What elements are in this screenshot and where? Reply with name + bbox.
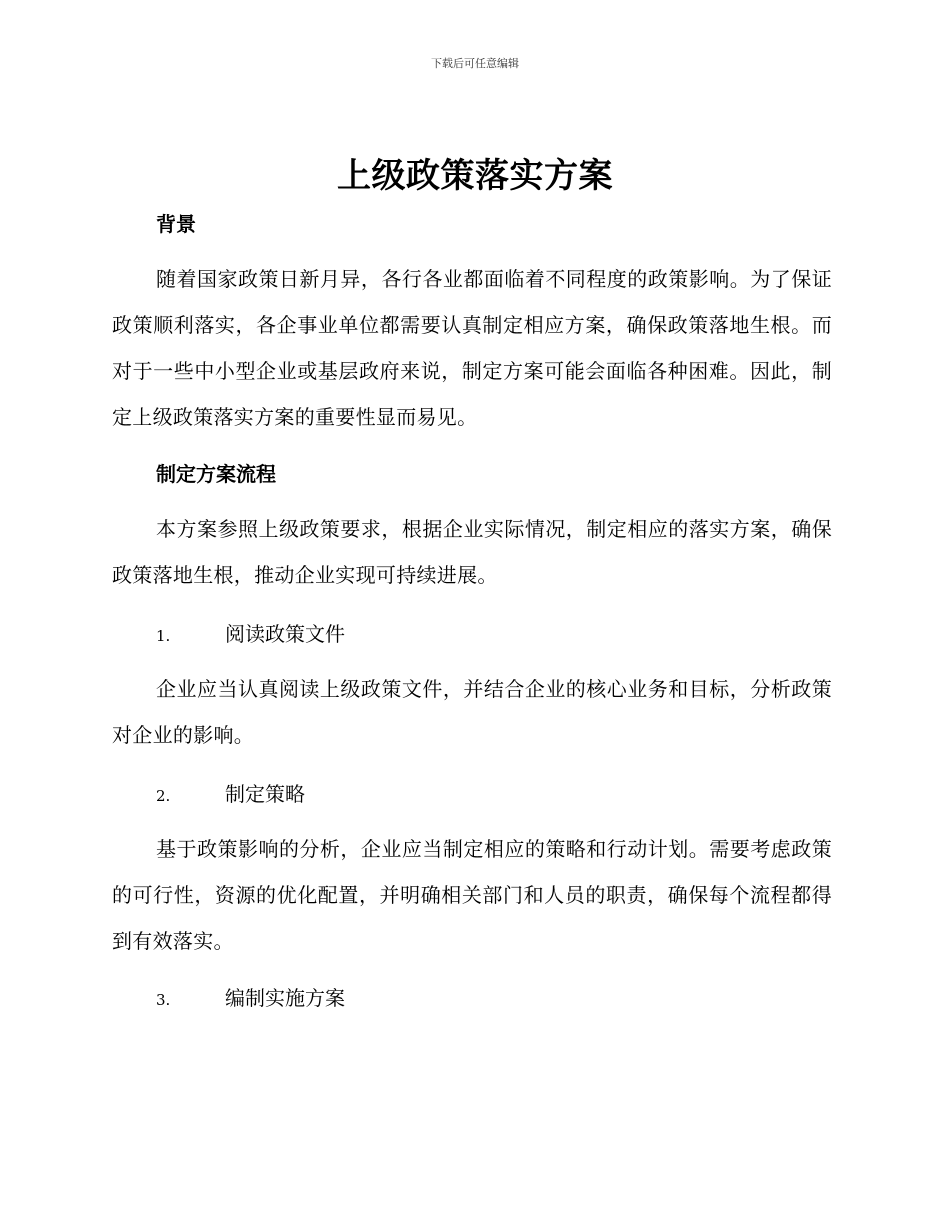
step-item-1 — [156, 618, 345, 647]
header-note: 下载后可任意编辑 — [431, 57, 519, 70]
paragraph-step-1: 企业应当认真阅读上级政策文件，并结合企业的核心业务和目标，分析政策对企业的影响。 — [112, 677, 832, 747]
step-title: 制定策略 — [225, 782, 305, 806]
paragraph-background: 随着国家政策日新月异，各行各业都面临着不同程度的政策影响。为了保证政策顺利落实，各企事业单位都需要认真制定相应方案，确保政策落地生根。而对于一些中小型企业或基层政府来说，制定方案可能会面临各种困难。因此，制定上级政策落实方案的重要性显而易见。 — [112, 267, 832, 429]
section-heading-background: 背景 — [156, 212, 196, 236]
page-title: 上级政策落实方案 — [337, 156, 613, 196]
step-number: 2. — [156, 787, 171, 805]
step-title: 阅读政策文件 — [225, 622, 345, 646]
paragraph-step-2: 基于政策影响的分析，企业应当制定相应的策略和行动计划。需要考虑政策的可行性，资源的优化配置，并明确相关部门和人员的职责，确保每个流程都得到有效落实。 — [112, 837, 832, 953]
step-number: 1. — [156, 627, 171, 645]
step-title: 编制实施方案 — [225, 986, 345, 1010]
step-item-3 — [156, 982, 345, 1011]
step-number: 3. — [156, 991, 171, 1009]
step-item-2 — [156, 778, 305, 807]
paragraph-process: 本方案参照上级政策要求，根据企业实际情况，制定相应的落实方案，确保政策落地生根，推动企业实现可持续进展。 — [112, 517, 832, 587]
section-heading-process: 制定方案流程 — [156, 462, 276, 486]
